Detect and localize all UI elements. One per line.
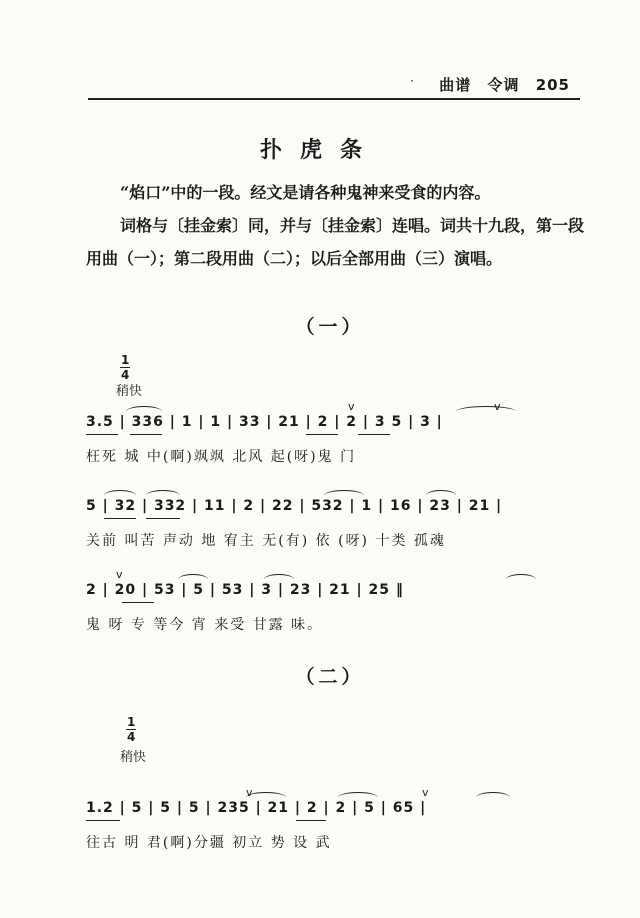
lyrics-line: 枉死 城 中(啊)飒飒 北风 起(呀)鬼 门 (86, 449, 357, 465)
underline (86, 434, 118, 435)
tempo-marking-1: 稍快 (116, 384, 143, 399)
underline (146, 518, 180, 519)
notation-line (86, 788, 586, 824)
underline (130, 434, 162, 435)
page-title: 扑虎条 (259, 138, 380, 163)
section-heading-2: （二） (295, 666, 365, 688)
notation-line (86, 570, 586, 606)
time-signature-2 (126, 716, 136, 743)
notation-line (86, 486, 586, 522)
tempo-marking-2: 稍快 (120, 750, 147, 765)
slur (476, 792, 510, 803)
breath-mark: v (246, 786, 254, 799)
notes-text: 1.2 | 5 | 5 | 5 | 235 | 21 | 2 | 2 | 5 | 65 | (86, 800, 427, 816)
intro-paragraph: “焰口”中的一段。经文是请各种鬼神来受食的内容。 (120, 183, 491, 202)
lyrics-line: 鬼 呀 专 等今 宵 来受 甘露 味。 (86, 617, 324, 633)
notes-text: 3.5 | 336 | 1 | 1 | 33 | 21 | 2 | 2 | 3 5 | 3 | (86, 414, 443, 430)
breath-mark: v (348, 400, 356, 413)
header-dot: · (410, 74, 414, 88)
lyrics-line: 关前 叫苦 声动 地 宥主 无(有) 依 (呀) 十类 孤魂 (86, 533, 446, 549)
underline (358, 434, 390, 435)
underline (296, 820, 326, 821)
meter-numerator: 1 (127, 715, 136, 729)
lyrics-line: 往古 明 君(啊)分疆 初立 势 设 武 (86, 835, 332, 851)
header-section: 曲谱 (439, 76, 472, 94)
header-running-title (429, 74, 570, 95)
breath-mark: v (494, 400, 502, 413)
underline (86, 820, 120, 821)
meter-denominator: 4 (127, 730, 136, 744)
underline (104, 518, 136, 519)
usage-paragraph: 词格与〔挂金索〕同，并与〔挂金索〕连唱。词共十九段，第一段用曲（一）；第二段用曲（二）；以后全部用曲（三）演唱。 (86, 216, 585, 268)
notes-text: 5 | 32 | 332 | 11 | 2 | 22 | 532 | 1 | 16 | 23 | 21 | (86, 498, 503, 514)
breath-mark: v (422, 786, 430, 799)
notation-line (86, 402, 586, 438)
section-heading-1: （一） (295, 316, 365, 338)
header-subsection: 令调 (487, 76, 520, 94)
notes-text: 2 | 20 | 53 | 5 | 53 | 3 | 23 | 21 | 25 ‖ (86, 582, 404, 598)
meter-numerator: 1 (121, 353, 130, 367)
slur (456, 406, 516, 417)
running-header (88, 72, 580, 100)
breath-mark: v (116, 568, 124, 581)
underline (122, 602, 154, 603)
meter-denominator: 4 (121, 368, 130, 382)
underline (306, 434, 338, 435)
time-signature-1 (120, 354, 130, 381)
page-number: 205 (535, 76, 570, 94)
slur (506, 574, 536, 585)
